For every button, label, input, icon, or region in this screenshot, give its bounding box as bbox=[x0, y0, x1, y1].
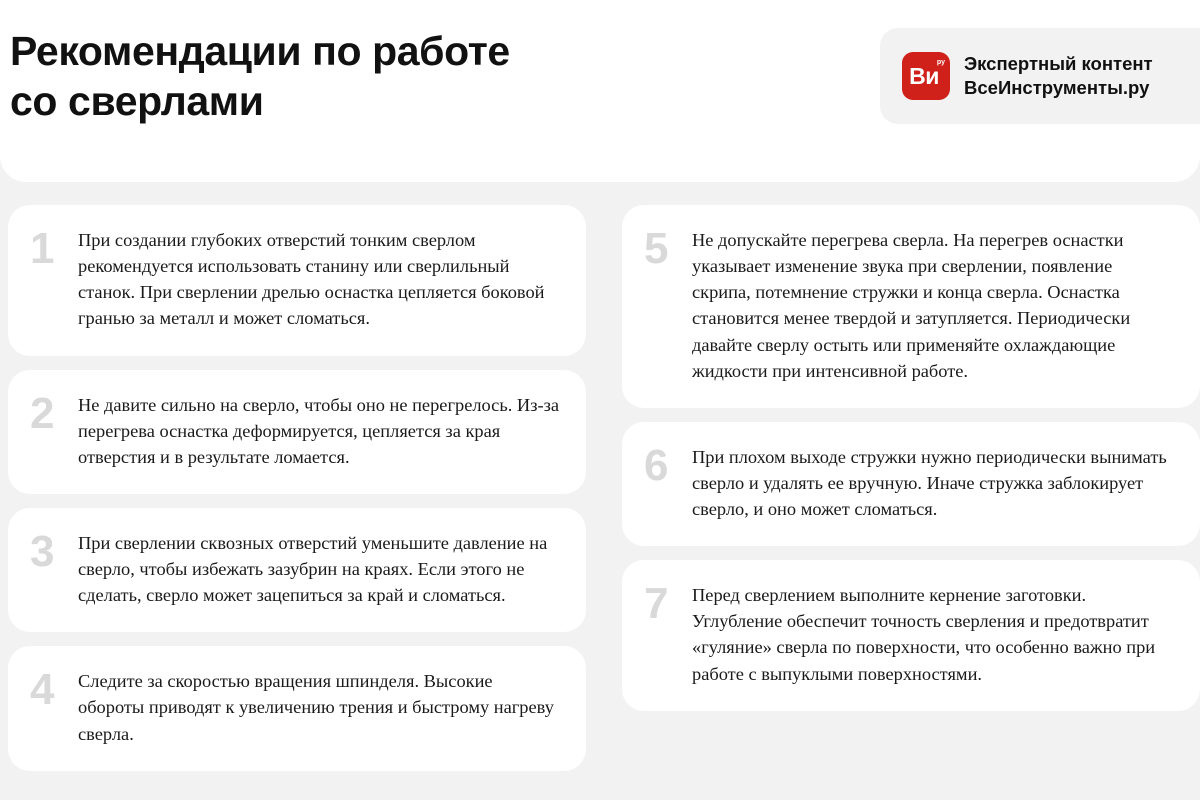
page-title-line-2: со сверлами bbox=[10, 78, 264, 125]
tip-number: 2 bbox=[30, 388, 54, 438]
tip-number: 5 bbox=[644, 224, 668, 273]
tip-card bbox=[622, 422, 1200, 546]
tip-number: 1 bbox=[30, 224, 54, 273]
tips-column-left bbox=[8, 205, 586, 771]
brand-text-line-1: Экспертный контент bbox=[964, 53, 1153, 75]
tip-card bbox=[8, 370, 586, 494]
tip-text: Следите за скоростью вращения шпинделя. Высокие обороты приводят к увеличению трения и быстрому нагреву сверла. bbox=[78, 671, 554, 744]
tip-text: Перед сверлением выполните кернение заготовки. Углубление обеспечит точность сверления и предотвратит «гуляние» сверла по поверхности, что особенно важно при работе с выпуклыми поверхностями. bbox=[692, 585, 1156, 684]
brand-text-line-2: ВсеИнструменты.ру bbox=[964, 77, 1150, 98]
tip-card bbox=[8, 205, 586, 356]
tip-text: Не допускайте перегрева сверла. На перегрев оснастки указывает изменение звука при сверлении, появление скрипа, потемнение стружки и конца сверла. Оснастка становится менее твердой и затупляется. Периодически давайте сверлу остыть или применяйте охлаждающие жидкости при интенсивной работе. bbox=[692, 230, 1131, 381]
tip-card bbox=[622, 205, 1200, 408]
tip-card bbox=[8, 646, 586, 770]
page-title-line-1: Рекомендации по работе bbox=[10, 28, 510, 74]
tip-text: При сверлении сквозных отверстий уменьшите давление на сверло, чтобы избежать зазубрин на краях. Если этого не сделать, сверло может зацепиться за край и сломаться. bbox=[78, 532, 548, 606]
tip-number: 6 bbox=[644, 440, 668, 490]
brand-logo-text: Ви bbox=[909, 62, 939, 89]
tip-text: Не давите сильно на сверло, чтобы оно не перегрелось. Из-за перегрева оснастка деформируется, цепляется за края отверстия и в результате ломается. bbox=[78, 394, 560, 467]
brand-logo-superscript: ру bbox=[936, 59, 945, 66]
page-title bbox=[10, 26, 770, 126]
tip-number: 7 bbox=[644, 579, 668, 629]
header bbox=[0, 0, 1200, 182]
brand-text bbox=[964, 52, 1153, 99]
tip-text: При создании глубоких отверстий тонким сверлом рекомендуется использовать станину или сверлильный станок. При сверлении дрелью оснастка цепляется боковой гранью за металл и может сломаться. bbox=[78, 230, 545, 329]
tip-card bbox=[8, 508, 586, 632]
tip-number: 4 bbox=[30, 665, 54, 715]
brand-badge bbox=[880, 28, 1200, 124]
brand-logo-icon bbox=[902, 52, 950, 100]
tips-column-right bbox=[622, 205, 1200, 711]
tip-card bbox=[622, 560, 1200, 711]
tip-text: При плохом выходе стружки нужно периодически вынимать сверло и удалять ее вручную. Иначе стружка заблокирует сверло, и оно может сломаться. bbox=[692, 446, 1167, 519]
tip-number: 3 bbox=[30, 526, 54, 576]
